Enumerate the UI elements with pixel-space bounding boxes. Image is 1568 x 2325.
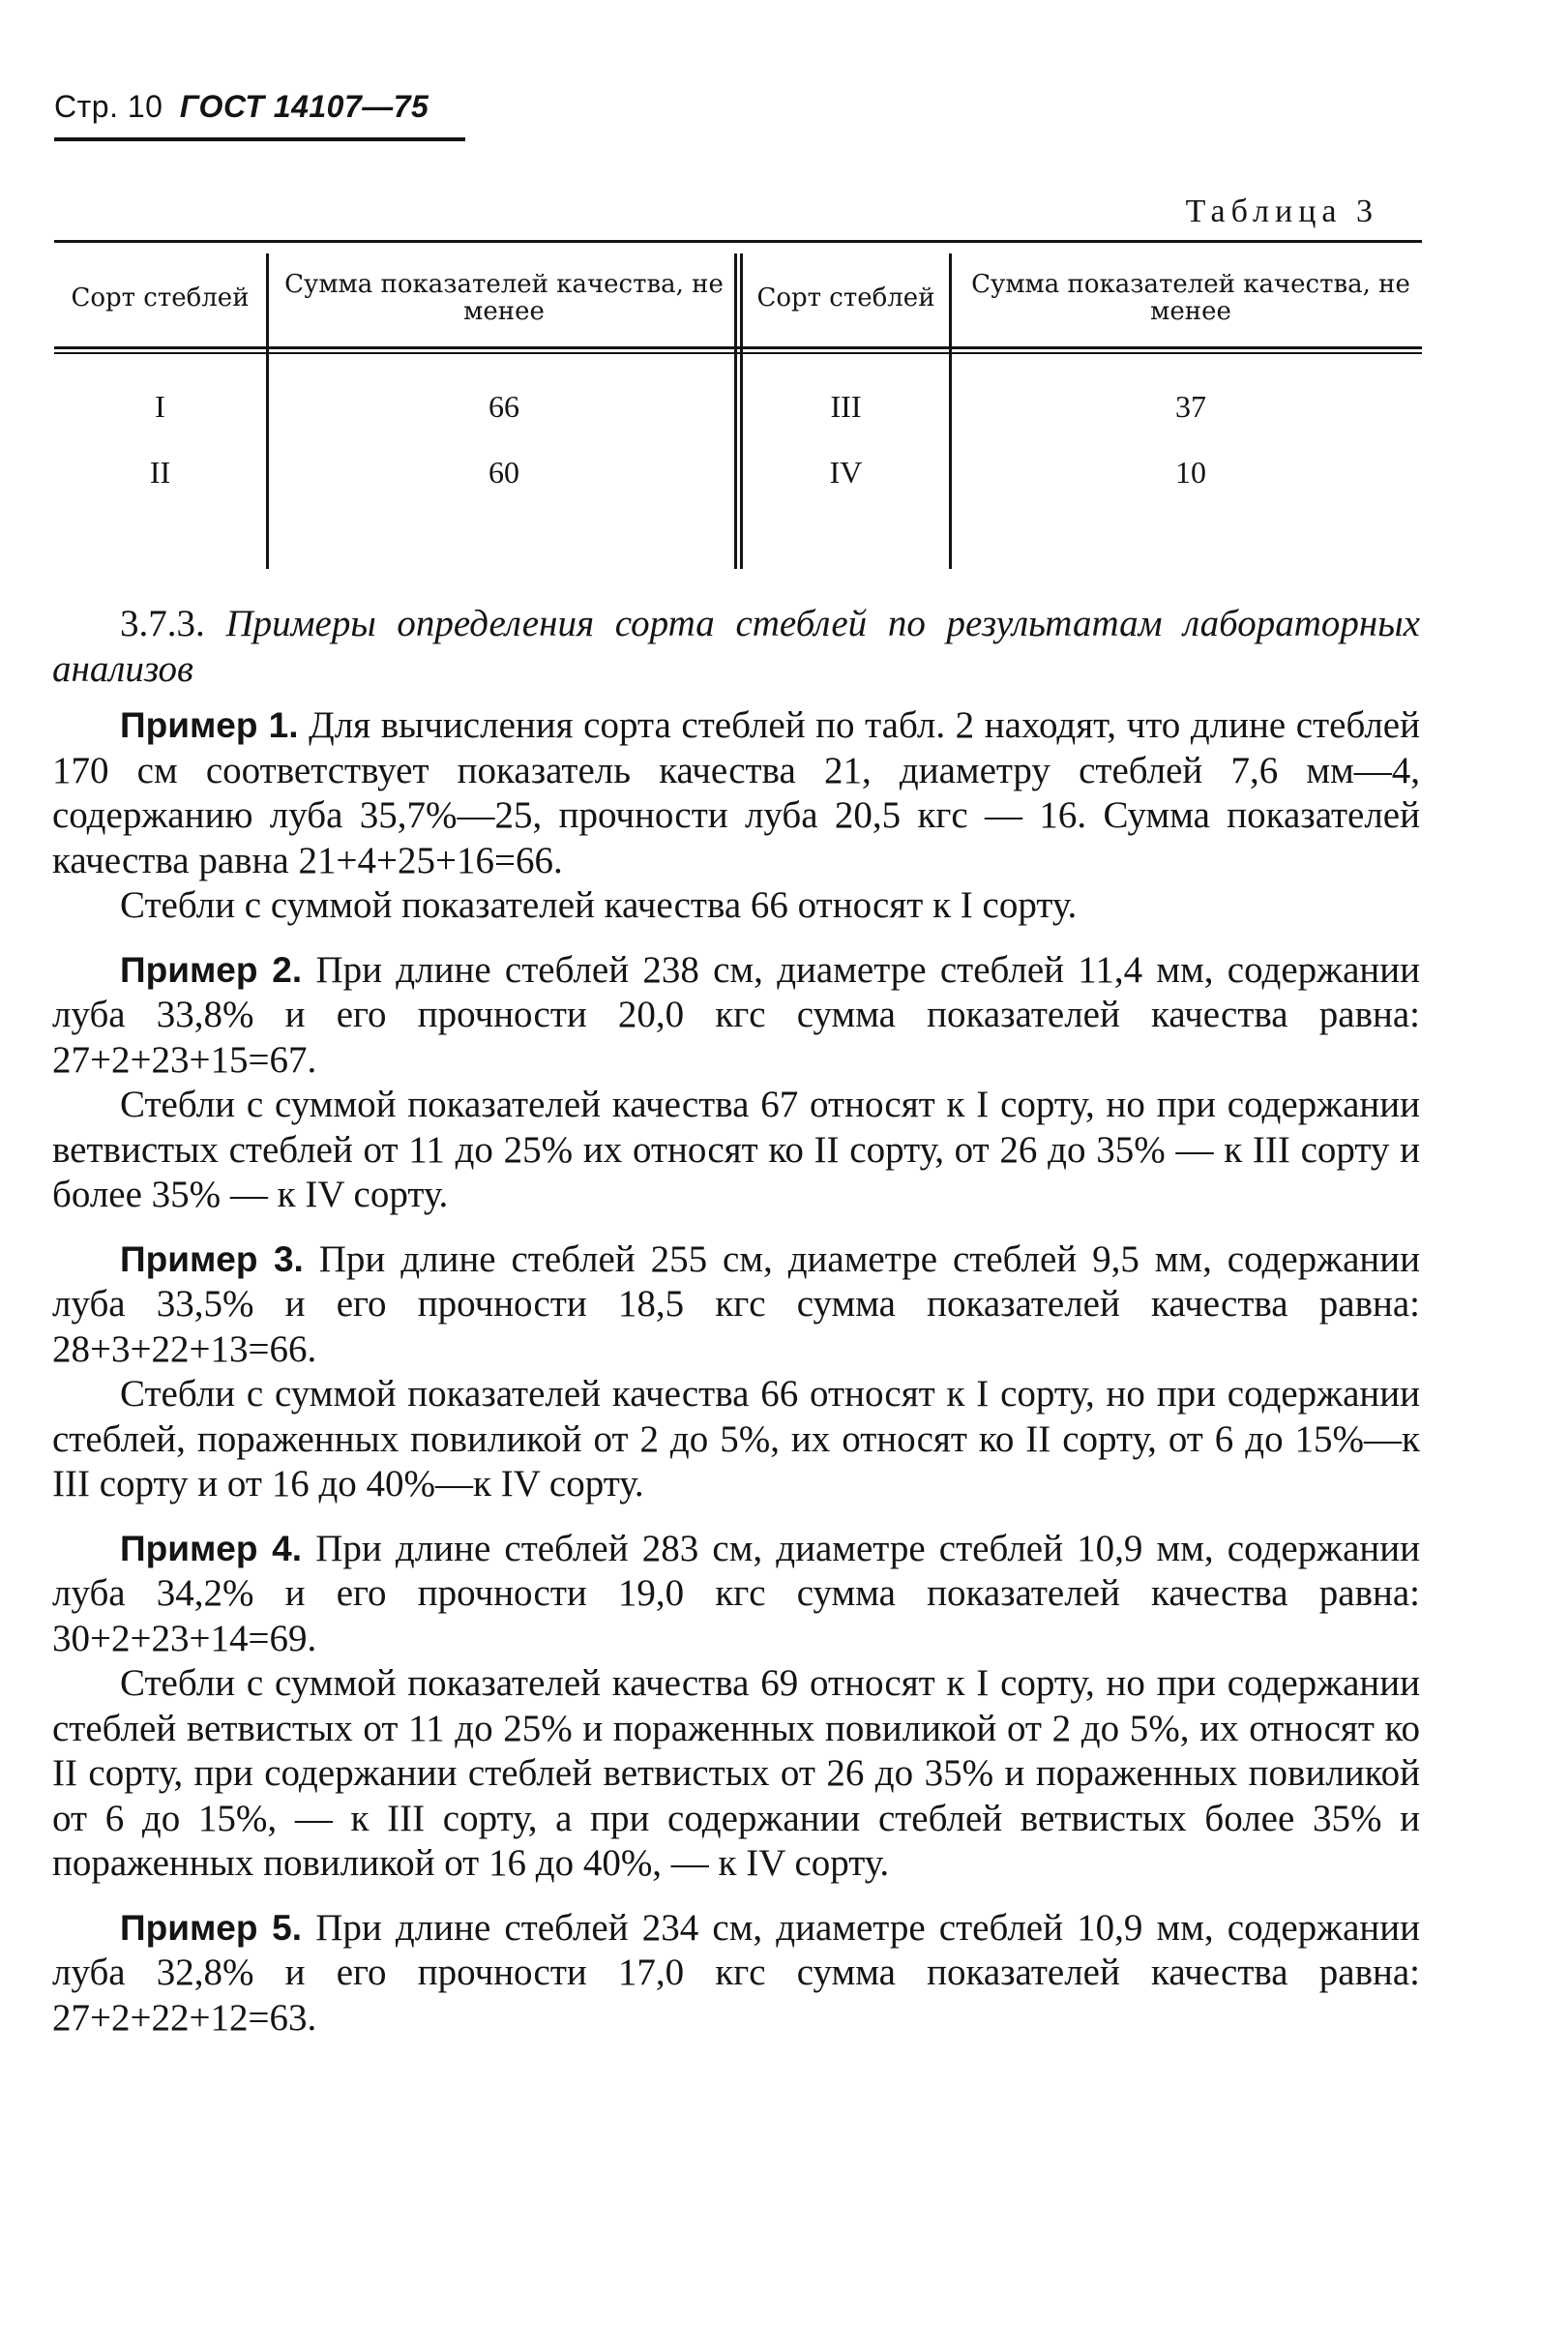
- table-caption: Таблица 3: [1185, 194, 1378, 229]
- example-text: Для вычисления сорта стеблей по табл. 2 находят, что длине стеблей 170 см соответствует показатель качества 21, диаметру стеблей 7,6 мм—4, содержанию луба 35,7%—25, прочности луба 20,5 кгс — 16. Сумма показателей качества равна 21+4+25+16=66.: [52, 704, 1420, 881]
- header-rule: [54, 137, 465, 141]
- example-paragraph: [52, 1527, 1420, 1662]
- table-cell: IV: [829, 455, 863, 490]
- example-label: Пример 3.: [120, 1238, 304, 1279]
- example-conclusion: Стебли с суммой показателей качества 66 относят к I сорту, но при содержании стеблей, пораженных повиликой от 2 до 5%, их относят ко II сорту, от 6 до 15%—к III сорту и от 16 до 40%—к IV сорту.: [52, 1373, 1420, 1505]
- table-cell: 37: [1175, 389, 1206, 424]
- example-text: При длине стеблей 234 см, диаметре стеблей 10,9 мм, содержании луба 32,8% и его прочности 17,0 кгс сумма показателей качества равна: 27+2+22+12=63.: [52, 1906, 1420, 2039]
- table-column-divider: [266, 253, 269, 569]
- section-heading: [52, 602, 1420, 692]
- table-column-divider: [949, 253, 952, 569]
- table-cell: I: [155, 389, 165, 424]
- example-paragraph: [52, 1906, 1420, 2042]
- table-cell: 60: [488, 455, 519, 490]
- table-header-cell: Сумма показателей качества, не менее: [971, 270, 1410, 326]
- table-header-rule: [54, 346, 1422, 349]
- table-top-rule: [54, 240, 1422, 243]
- table-header-cell: Сумма показателей качества, не менее: [284, 270, 724, 326]
- example-text: При длине стеблей 238 см, диаметре стеблей 11,4 мм, содержании луба 33,8% и его прочности 20,0 кгс сумма показателей качества равна: 27+2+23+15=67.: [52, 948, 1421, 1081]
- example-conclusion: Стебли с суммой показателей качества 66 относят к I сорту.: [120, 884, 1078, 926]
- example-label: Пример 2.: [120, 949, 303, 990]
- table-header-cell: Сорт стеблей: [756, 283, 935, 313]
- example-label: Пример 1.: [120, 705, 299, 745]
- example-label: Пример 5.: [120, 1907, 303, 1948]
- example-paragraph: [52, 1237, 1420, 1373]
- table-header-rule-double: [54, 352, 1422, 354]
- example-text: При длине стеблей 283 см, диаметре стеблей 10,9 мм, содержании луба 34,2% и его прочности 19,0 кгс сумма показателей качества равна: 30+2+23+14=69.: [52, 1527, 1420, 1659]
- page-number: Стр. 10: [54, 89, 163, 124]
- example-paragraph: [52, 703, 1420, 883]
- example-paragraph: [52, 948, 1420, 1084]
- example-conclusion: Стебли с суммой показателей качества 69 относят к I сорту, но при содержании стеблей ветвистых от 11 до 25% и пораженных повиликой от 2 до 5%, их относят ко II сорту, при содержании стеблей ветвистых от 26 до 35% и пораженных повиликой от 6 до 15%, — к III сорту, а при содержании стеблей ветвистых более 35% и пораженных повиликой от 16 до 40%, — к IV сорту.: [52, 1662, 1420, 1884]
- example-conclusion: Стебли с суммой показателей качества 67 относят к I сорту, но при содержании ветвистых стеблей от 11 до 25% их относят ко II сорту, от 26 до 35% — к III сорту и более 35% — к IV сорту.: [52, 1084, 1420, 1215]
- table-cell: 66: [488, 389, 519, 424]
- page-header: [54, 89, 429, 125]
- example-label: Пример 4.: [120, 1528, 303, 1568]
- standard-number: ГОСТ 14107—75: [179, 89, 429, 124]
- document-body: [52, 602, 1420, 2041]
- section-number: 3.7.3.: [120, 603, 205, 644]
- table-column-divider: [734, 253, 737, 569]
- example-text: При длине стеблей 255 см, диаметре стеблей 9,5 мм, содержании луба 33,5% и его прочности 18,5 кгс сумма показателей качества равна: 28+3+22+13=66.: [52, 1237, 1420, 1370]
- table-cell: 10: [1175, 455, 1206, 490]
- table-cell: III: [830, 389, 862, 424]
- table-cell: II: [149, 455, 171, 490]
- table-header-cell: Сорт стеблей: [71, 283, 250, 313]
- section-title: Примеры определения сорта стеблей по результатам лабораторных анализов: [52, 603, 1420, 690]
- grades-table: [54, 240, 1422, 569]
